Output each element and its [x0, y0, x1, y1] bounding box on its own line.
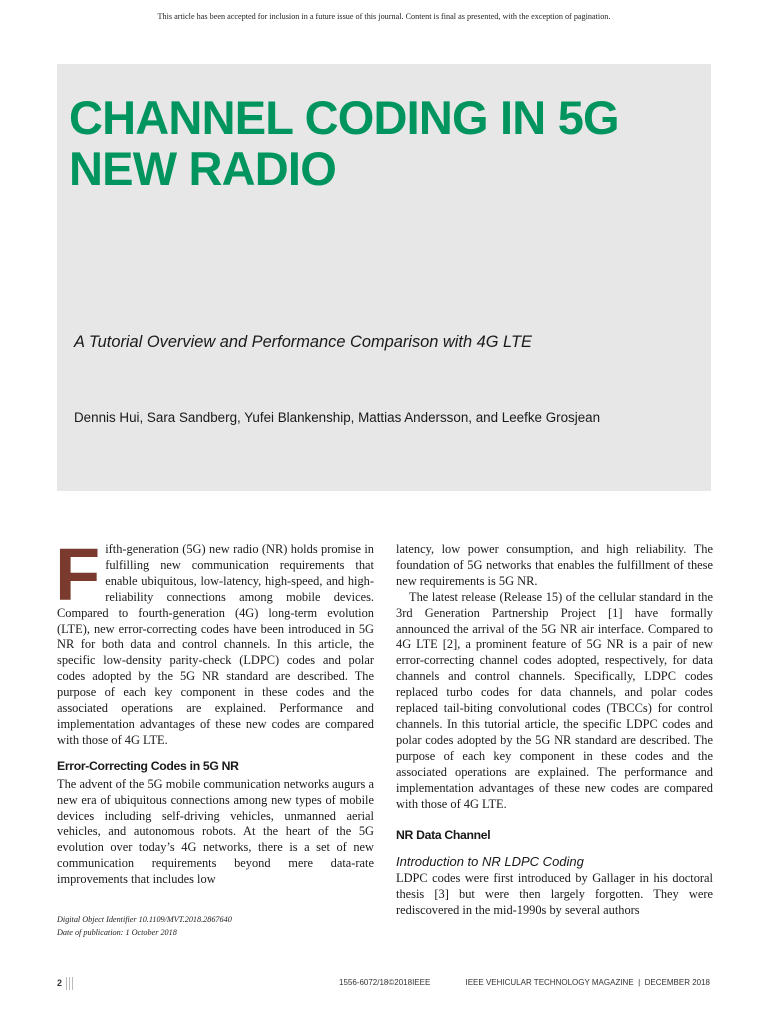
intro-text: ifth-generation (5G) new radio (NR) holds promise in fulfilling new communication requirements that enable ubiquitous, low-latency, high-speed, and high-reliability connections among mobile devices. Compared to fourth-generation (4G) long-term evolution (LTE), new error-correcting codes have been introduced in 5G NR for both data and control channels. In this article, the specific low-density parity-check (LDPC) codes and polar codes adopted by the 5G NR standard are described. The purpose of each key component in these codes and the associated operations are explained. Performance and implementation advantages of these new codes are compared with those of 4G LTE.	[57, 542, 374, 747]
release-paragraph: The latest release (Release 15) of the cellular standard in the 3rd Generation Partnership Project [1] have formally announced the arrival of the 5G NR air interface. Compared to 4G LTE [2], a prominent feature of 5G NR is a pair of new error-correcting channel codes adopted, respectively, for data channels and control channels. Specifically, LDPC codes replaced turbo codes for data channels, and polar codes replaced tail-biting convolutional codes (TBCCs) for control channels. In this tutorial article, the specific LDPC codes and polar codes adopted by the 5G NR standard are described. The purpose of each key component in these codes and the associated operations are explained. The performance and implementation advantages of these new codes are compared with those of 4G LTE.	[396, 589, 713, 811]
publication-date-line: Date of publication: 1 October 2018	[57, 928, 177, 937]
footnote	[57, 913, 377, 939]
doi-line: Digital Object Identifier 10.1109/MVT.2018.2867640	[57, 915, 232, 924]
subsection-heading-ldpc-intro: Introduction to NR LDPC Coding	[396, 854, 584, 870]
article-title	[69, 92, 689, 194]
section1-paragraph: The advent of the 5G mobile communication networks augurs a new era of ubiquitous connections among new types of mobile devices including self-driving vehicles, unmanned aerial vehicles, and autonomous robots. At the heart of the 5G evolution over today’s 4G networks, there is a set of new communication requirements beyond mere data-rate improvements that includes low	[57, 776, 374, 887]
intro-paragraph	[55, 533, 374, 749]
title-banner	[57, 64, 711, 491]
section-heading-nr-data-channel: NR Data Channel	[396, 828, 491, 843]
left-column	[55, 533, 374, 888]
title-line-2: NEW RADIO	[69, 142, 336, 195]
acceptance-notice: This article has been accepted for inclusion in a future issue of this journal. Content is final as presented, with the exception of pagination.	[157, 12, 611, 21]
section-heading-error-correcting-codes: Error-Correcting Codes in 5G NR	[57, 758, 239, 773]
ldpc-intro-paragraph: LDPC codes were first introduced by Gallager in his doctoral thesis [3] but were then largely forgotten. They were rediscovered in the mid-1990s by several authors	[396, 871, 713, 918]
issn-copyright: 1556-6072/18©2018IEEE	[339, 978, 431, 987]
right-column	[396, 542, 713, 919]
article-subtitle: A Tutorial Overview and Performance Comparison with 4G LTE	[74, 333, 532, 351]
footer-bars-icon	[66, 977, 75, 990]
title-line-1: CHANNEL CODING IN 5G	[69, 91, 619, 144]
drop-cap: F	[55, 533, 101, 616]
page-number: 2	[57, 978, 63, 988]
continued-paragraph: latency, low power consumption, and high reliability. The foundation of 5G networks that enables the fulfillment of these new requirements is 5G NR.	[396, 542, 713, 588]
journal-name: IEEE VEHICULAR TECHNOLOGY MAGAZINE | DECEMBER 2018	[465, 978, 710, 987]
author-list: Dennis Hui, Sara Sandberg, Yufei Blankenship, Mattias Andersson, and Leefke Grosjean	[74, 410, 601, 425]
page-footer	[0, 978, 768, 992]
